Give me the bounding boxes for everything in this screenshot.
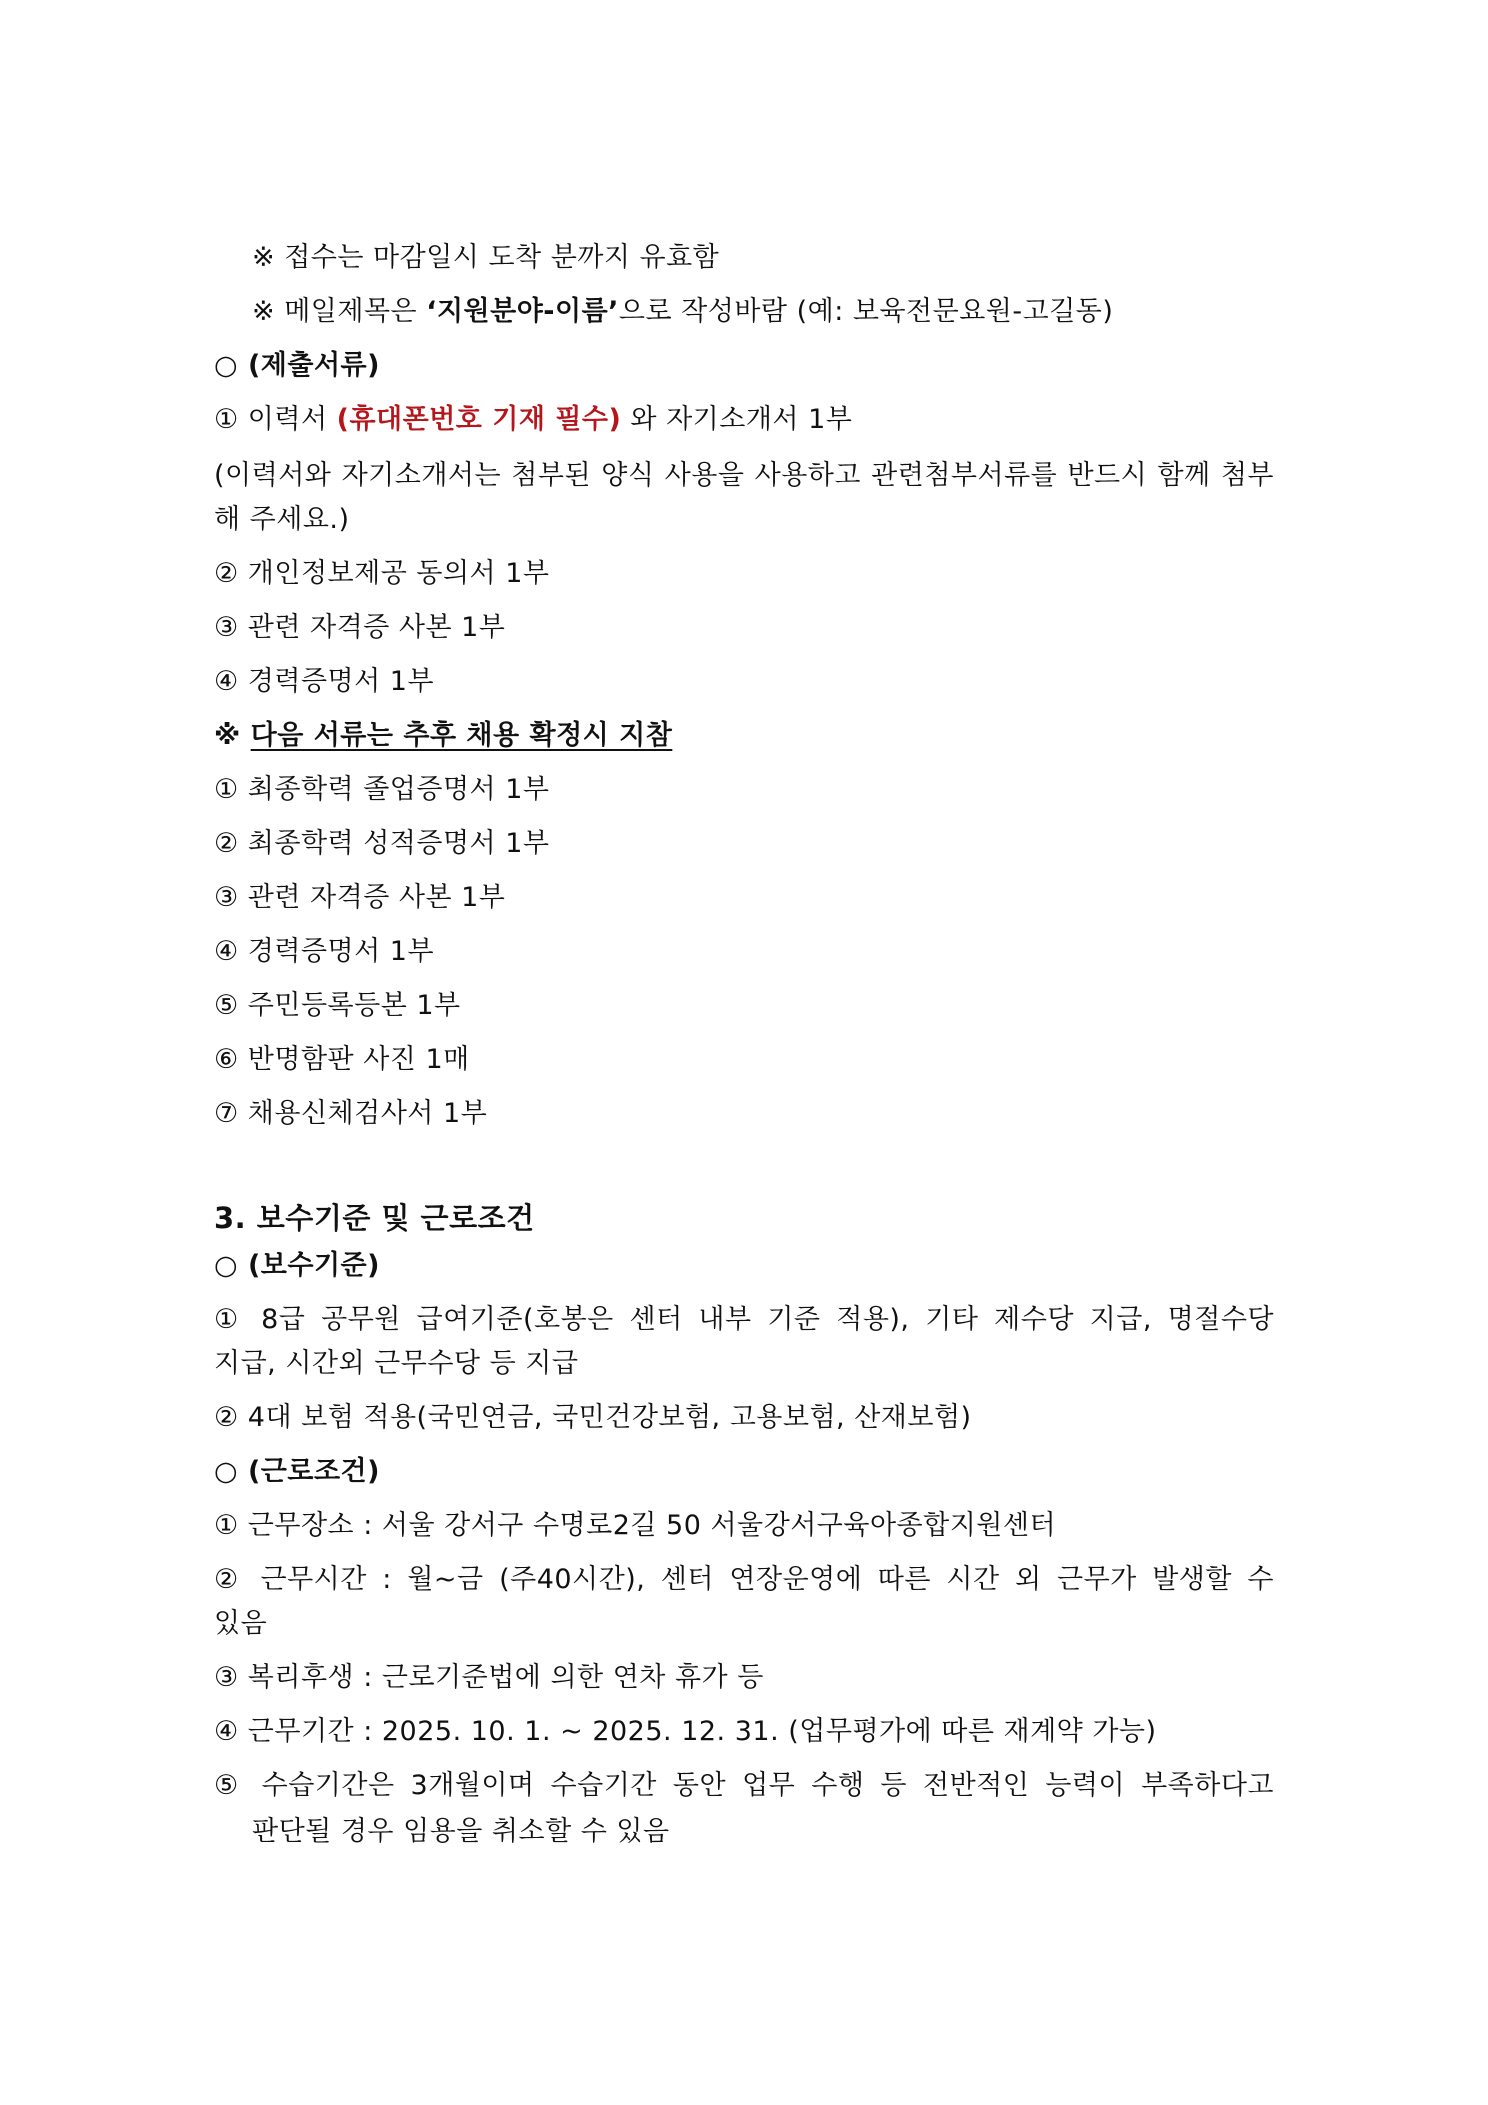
work-item-location: ① 근무장소 : 서울 강서구 수명로2길 50 서울강서구육아종합지원센터 bbox=[214, 1510, 1057, 1541]
later-heading-mark: ※ bbox=[214, 720, 251, 751]
note-mail-subject-post: 으로 작성바람 (예: 보육전문요원-고길동) bbox=[618, 296, 1114, 327]
section-3-title: 3. 보수기준 및 근로조건 bbox=[214, 1201, 535, 1235]
pay-item-2: ② 4대 보험 적용(국민연금, 국민건강보험, 고용보험, 산재보험) bbox=[214, 1402, 972, 1433]
pay-heading: ○ (보수기준) bbox=[214, 1250, 380, 1281]
work-item-hours-line-2: 있음 bbox=[214, 1608, 268, 1639]
documents-item-1-note-line-1: (이력서와 자기소개서는 첨부된 양식 사용을 사용하고 관련첨부서류를 반드시 함께 첨부 bbox=[214, 460, 1274, 491]
later-heading bbox=[214, 714, 1274, 758]
documents-heading: ○ (제출서류) bbox=[214, 350, 380, 381]
phone-required-note: (휴대폰번호 기재 필수) bbox=[336, 404, 622, 435]
documents-item-1 bbox=[214, 398, 1274, 442]
documents-item-1-post: 와 자기소개서 1부 bbox=[621, 404, 853, 435]
later-item-6: ⑥ 반명함판 사진 1매 bbox=[214, 1044, 470, 1075]
later-item-4: ④ 경력증명서 1부 bbox=[214, 936, 435, 967]
documents-item-2: ② 개인정보제공 동의서 1부 bbox=[214, 558, 550, 589]
pay-item-1-line-1: ① 8급 공무원 급여기준(호봉은 센터 내부 기준 적용), 기타 제수당 지급, 명절수당 bbox=[214, 1304, 1274, 1335]
pay-item-1-line-2: 지급, 시간외 근무수당 등 지급 bbox=[214, 1348, 579, 1379]
work-heading: ○ (근로조건) bbox=[214, 1456, 380, 1487]
later-item-1: ① 최종학력 졸업증명서 1부 bbox=[214, 774, 550, 805]
work-item-probation-line-1: ⑤ 수습기간은 3개월이며 수습기간 동안 업무 수행 등 전반적인 능력이 부족하다고 bbox=[214, 1770, 1274, 1801]
documents-item-3: ③ 관련 자격증 사본 1부 bbox=[214, 612, 506, 643]
documents-item-4: ④ 경력증명서 1부 bbox=[214, 666, 435, 697]
later-item-2: ② 최종학력 성적증명서 1부 bbox=[214, 828, 550, 859]
documents-item-1-note-line-2: 해 주세요.) bbox=[214, 504, 350, 535]
note-mail-subject-format: ‘지원분야-이름’ bbox=[426, 296, 619, 327]
work-item-hours-line-1: ② 근무시간 : 월~금 (주40시간), 센터 연장운영에 따른 시간 외 근무가 발생할 수 bbox=[214, 1564, 1274, 1595]
documents-item-1-pre: ① 이력서 bbox=[214, 404, 337, 435]
later-item-5: ⑤ 주민등록등본 1부 bbox=[214, 990, 461, 1021]
note-mail-subject bbox=[252, 290, 1312, 334]
note-mail-subject-pre: ※ 메일제목은 bbox=[252, 296, 427, 327]
later-item-3: ③ 관련 자격증 사본 1부 bbox=[214, 882, 506, 913]
note-deadline: ※ 접수는 마감일시 도착 분까지 유효함 bbox=[252, 242, 720, 273]
later-item-7: ⑦ 채용신체검사서 1부 bbox=[214, 1098, 488, 1129]
work-item-welfare: ③ 복리후생 : 근로기준법에 의한 연차 휴가 등 bbox=[214, 1662, 764, 1693]
work-item-probation-line-2: 판단될 경우 임용을 취소할 수 있음 bbox=[252, 1816, 670, 1847]
later-heading-text: 다음 서류는 추후 채용 확정시 지참 bbox=[250, 720, 673, 751]
work-item-period: ④ 근무기간 : 2025. 10. 1. ~ 2025. 12. 31. (업무평가에 따른 재계약 가능) bbox=[214, 1716, 1157, 1747]
